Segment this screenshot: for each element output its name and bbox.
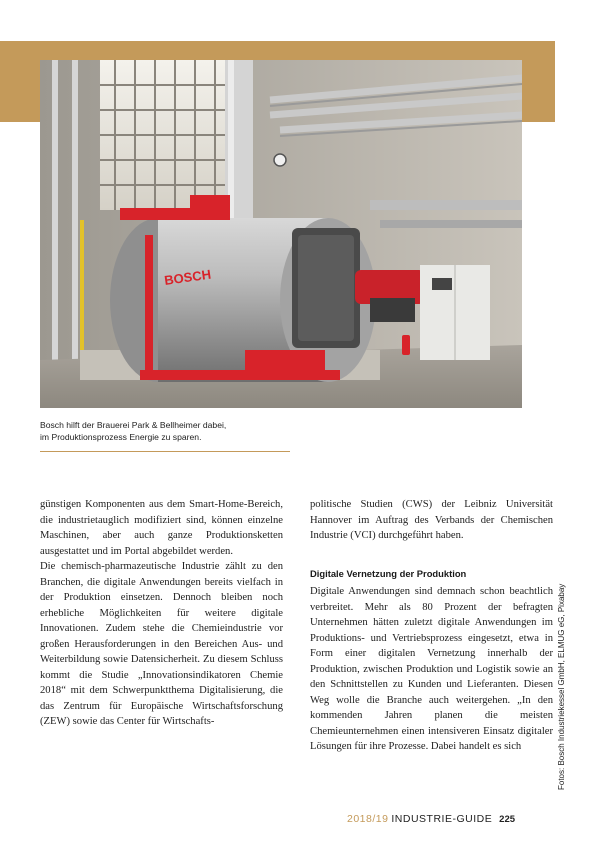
section-subheading: Digitale Vernetzung der Produktion <box>310 567 467 579</box>
text-column-left <box>40 497 283 730</box>
boiler-brand-logo: BOSCH <box>163 266 212 288</box>
paragraph: günstigen Komponenten aus dem Smart-Home-Bereich, die industrietauglich modifiziert sind, können einzelne Maschinen, aber auch ganze Produktionsketten ausgestattet und im Portal abgebildet werden. <box>40 499 283 557</box>
paragraph: politische Studien (CWS) der Leibniz Universität Hannover im Auftrag des Verbands der Chemischen Industrie (VCI) durchgeführt haben. <box>310 499 553 541</box>
page-number: 225 <box>499 814 516 825</box>
paragraph: Digitale Anwendungen sind demnach schon beachtlich verbreitet. Mehr als 80 Prozent der befragten Unternehmen hätten zuletzt digitale Anwendungen im Produktions- und Vertriebsprozess eingesetzt, etwa in Form einer digitalen Vernetzung innerhalb der Produktion, zwischen Produktion und Logistik sowie an den Schnittstellen zu Kunden und Lieferanten. Diesen Weg wolle die Branche auch weitergehen. „In den kommenden Jahren planen die meisten Chemieunternehmen einen intensiveren Einsatz digitaler Lösungen für ihre Prozesse. Dabei handelt es sich <box>310 586 553 752</box>
photo-credit: Fotos: Bosch Industriekessel GmbH, ELMUG eG, Pixabay <box>557 583 566 790</box>
footer-year: 2018/19 <box>347 813 389 825</box>
text-column-right <box>310 497 553 755</box>
caption-divider <box>40 451 290 452</box>
caption-line-2: im Produktionsprozess Energie zu sparen. <box>40 432 202 442</box>
paragraph: Die chemisch-pharmazeutische Industrie zählt zu den Branchen, die digitale Anwendungen bereits vielfach in der Produktion einsetzen. Dennoch bleiben noch erhebliche Möglichkeiten für weitere digitale Innovationen. Zudem stehe die Chemieindustrie vor großen Herausforderungen in den Bereichen Aus- und Weiterbildung sowie Datensicherheit. Zu diesem Schluss kommt die Studie „Innovationsindikatoren Chemie 2018“ mit dem Schwerpunktthema Digitalisierung, die das Zentrum für Europäische Wirtschaftsforschung (ZEW) sowie das Center für Wirtschafts- <box>40 561 283 727</box>
page-footer <box>347 813 515 825</box>
boiler-room-photo <box>40 60 522 408</box>
caption-line-1: Bosch hilft der Brauerei Park & Bellheimer dabei, <box>40 420 227 430</box>
photo-caption <box>40 419 290 443</box>
footer-publication-name: INDUSTRIE-GUIDE <box>391 813 493 825</box>
